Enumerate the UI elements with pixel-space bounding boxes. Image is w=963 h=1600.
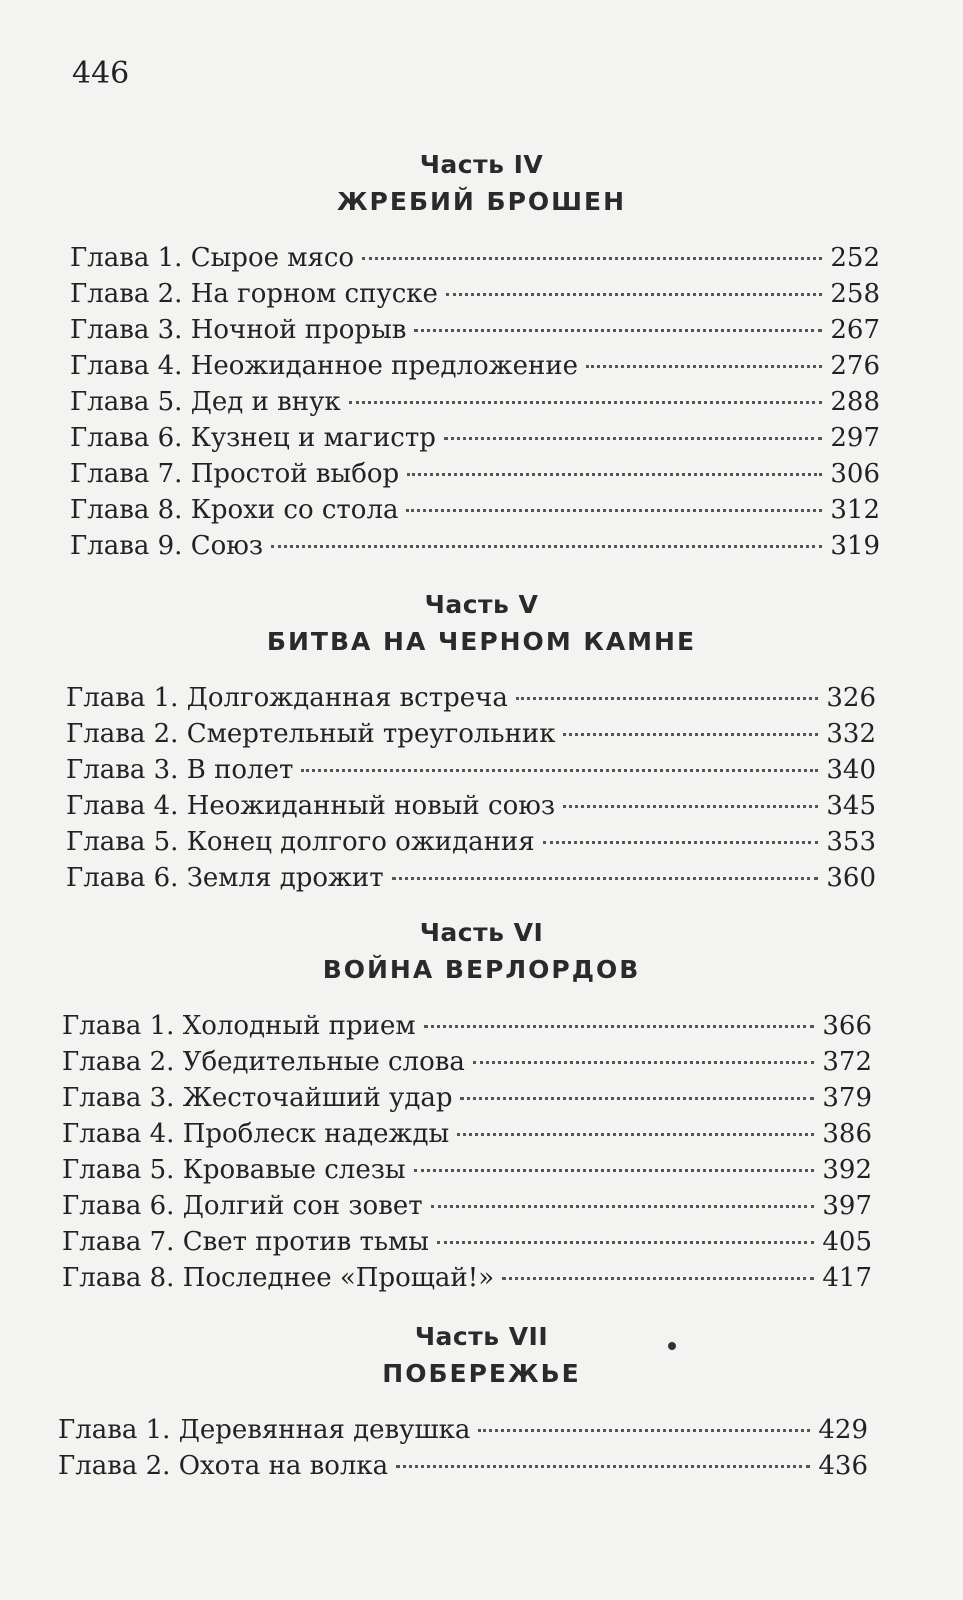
toc-row[interactable]	[62, 1116, 872, 1152]
chapter-title: Глава 8. Последнее «Прощай!»	[62, 1263, 495, 1293]
dot-leader	[563, 733, 818, 736]
dot-leader	[362, 257, 822, 260]
chapter-page: 360	[826, 863, 876, 893]
dot-leader	[437, 1241, 814, 1244]
dot-leader	[349, 401, 823, 404]
chapter-page: 297	[830, 423, 880, 453]
dot-leader	[406, 509, 822, 512]
chapter-page: 366	[822, 1011, 872, 1041]
toc-row[interactable]	[62, 1008, 872, 1044]
chapter-page: 258	[830, 279, 880, 309]
chapter-title: Глава 3. Жесточайший удар	[62, 1083, 453, 1113]
chapter-page: 429	[818, 1415, 868, 1445]
toc-row[interactable]	[70, 456, 880, 492]
chapter-page: 252	[830, 243, 880, 273]
chapter-title: Глава 1. Холодный прием	[62, 1011, 416, 1041]
chapter-page: 392	[822, 1155, 872, 1185]
dot-leader	[446, 293, 822, 296]
part-label: Часть IV	[419, 150, 544, 179]
toc-row[interactable]	[70, 276, 880, 312]
chapter-title: Глава 6. Земля дрожит	[66, 863, 384, 893]
toc-row[interactable]	[58, 1412, 868, 1448]
part-title: БИТВА НА ЧЕРНОМ КАМНЕ	[266, 627, 697, 656]
chapter-page: 345	[826, 791, 876, 821]
chapter-title: Глава 7. Свет против тьмы	[62, 1227, 429, 1257]
dot-leader	[444, 437, 822, 440]
toc-row[interactable]	[70, 420, 880, 456]
chapter-page: 276	[830, 351, 880, 381]
dot-leader	[460, 1097, 814, 1100]
toc-row[interactable]	[70, 348, 880, 384]
toc-row[interactable]	[70, 528, 880, 564]
dot-leader	[543, 841, 819, 844]
part-label: Часть VII	[414, 1322, 549, 1351]
dot-leader	[396, 1465, 810, 1468]
part-label: Часть V	[424, 590, 539, 619]
chapter-page: 436	[818, 1451, 868, 1481]
chapter-title: Глава 5. Кровавые слезы	[62, 1155, 406, 1185]
chapter-title: Глава 1. Сырое мясо	[70, 243, 355, 273]
part-title: ПОБЕРЕЖЬЕ	[382, 1359, 581, 1388]
chapter-title: Глава 2. Убедительные слова	[62, 1047, 465, 1077]
chapter-page: 340	[826, 755, 876, 785]
toc-row[interactable]	[66, 680, 876, 716]
chapter-page: 372	[822, 1047, 872, 1077]
page-number: 446	[72, 56, 130, 91]
chapter-page: 379	[822, 1083, 872, 1113]
dot-leader	[502, 1277, 814, 1280]
chapter-page: 326	[826, 683, 876, 713]
dot-leader	[407, 473, 822, 476]
dot-leader	[586, 365, 822, 368]
dot-leader	[424, 1025, 815, 1028]
chapter-title: Глава 3. Ночной прорыв	[70, 315, 407, 345]
chapter-page: 417	[822, 1263, 872, 1293]
toc-row[interactable]	[62, 1224, 872, 1260]
dot-leader	[457, 1133, 814, 1136]
toc-row[interactable]	[62, 1152, 872, 1188]
part-label: Часть VI	[419, 918, 544, 947]
chapter-title: Глава 3. В полет	[66, 755, 294, 785]
chapter-page: 332	[826, 719, 876, 749]
part-heading	[0, 1322, 963, 1388]
chapter-title: Глава 7. Простой выбор	[70, 459, 400, 489]
toc-row[interactable]	[70, 492, 880, 528]
chapter-page: 397	[822, 1191, 872, 1221]
toc-row[interactable]	[70, 312, 880, 348]
chapter-page: 288	[830, 387, 880, 417]
part-title: ВОЙНА ВЕРЛОРДОВ	[322, 955, 641, 984]
dot-leader	[271, 545, 822, 548]
dot-leader	[301, 769, 818, 772]
chapter-title: Глава 1. Деревянная девушка	[58, 1415, 471, 1445]
part-heading	[0, 918, 963, 984]
toc-row[interactable]	[62, 1044, 872, 1080]
chapter-page: 306	[830, 459, 880, 489]
toc-list	[66, 680, 876, 896]
chapter-title: Глава 2. На горном спуске	[70, 279, 438, 309]
part-heading	[0, 590, 963, 656]
chapter-title: Глава 4. Неожиданный новый союз	[66, 791, 556, 821]
toc-row[interactable]	[66, 716, 876, 752]
chapter-title: Глава 2. Охота на волка	[58, 1451, 389, 1481]
dot-leader	[414, 1169, 815, 1172]
chapter-title: Глава 5. Конец долгого ожидания	[66, 827, 535, 857]
toc-row[interactable]	[66, 824, 876, 860]
toc-row[interactable]	[58, 1448, 868, 1484]
dot-leader	[473, 1061, 814, 1064]
toc-list	[62, 1008, 872, 1296]
toc-row[interactable]	[62, 1260, 872, 1296]
chapter-page: 405	[822, 1227, 872, 1257]
chapter-title: Глава 8. Крохи со стола	[70, 495, 399, 525]
toc-row[interactable]	[66, 752, 876, 788]
toc-row[interactable]	[62, 1080, 872, 1116]
dot-leader	[431, 1205, 815, 1208]
dot-leader	[516, 697, 819, 700]
chapter-page: 386	[822, 1119, 872, 1149]
chapter-title: Глава 1. Долгожданная встреча	[66, 683, 508, 713]
chapter-title: Глава 5. Дед и внук	[70, 387, 341, 417]
chapter-page: 267	[830, 315, 880, 345]
chapter-page: 319	[830, 531, 880, 561]
toc-row[interactable]	[70, 240, 880, 276]
part-heading	[0, 150, 963, 216]
toc-row[interactable]	[66, 788, 876, 824]
toc-row[interactable]	[62, 1188, 872, 1224]
dot-leader	[392, 877, 819, 880]
toc-row[interactable]	[66, 860, 876, 896]
toc-row[interactable]	[70, 384, 880, 420]
chapter-page: 353	[826, 827, 876, 857]
dot-leader	[414, 329, 822, 332]
toc-list	[58, 1412, 868, 1484]
chapter-title: Глава 9. Союз	[70, 531, 264, 561]
dot-leader	[563, 805, 818, 808]
chapter-title: Глава 6. Долгий сон зовет	[62, 1191, 423, 1221]
part-title: ЖРЕБИЙ БРОШЕН	[336, 187, 627, 216]
chapter-title: Глава 6. Кузнец и магистр	[70, 423, 436, 453]
chapter-page: 312	[830, 495, 880, 525]
toc-list	[70, 240, 880, 564]
chapter-title: Глава 2. Смертельный треугольник	[66, 719, 556, 749]
chapter-title: Глава 4. Проблеск надежды	[62, 1119, 450, 1149]
dot-leader	[478, 1429, 810, 1432]
chapter-title: Глава 4. Неожиданное предложение	[70, 351, 579, 381]
